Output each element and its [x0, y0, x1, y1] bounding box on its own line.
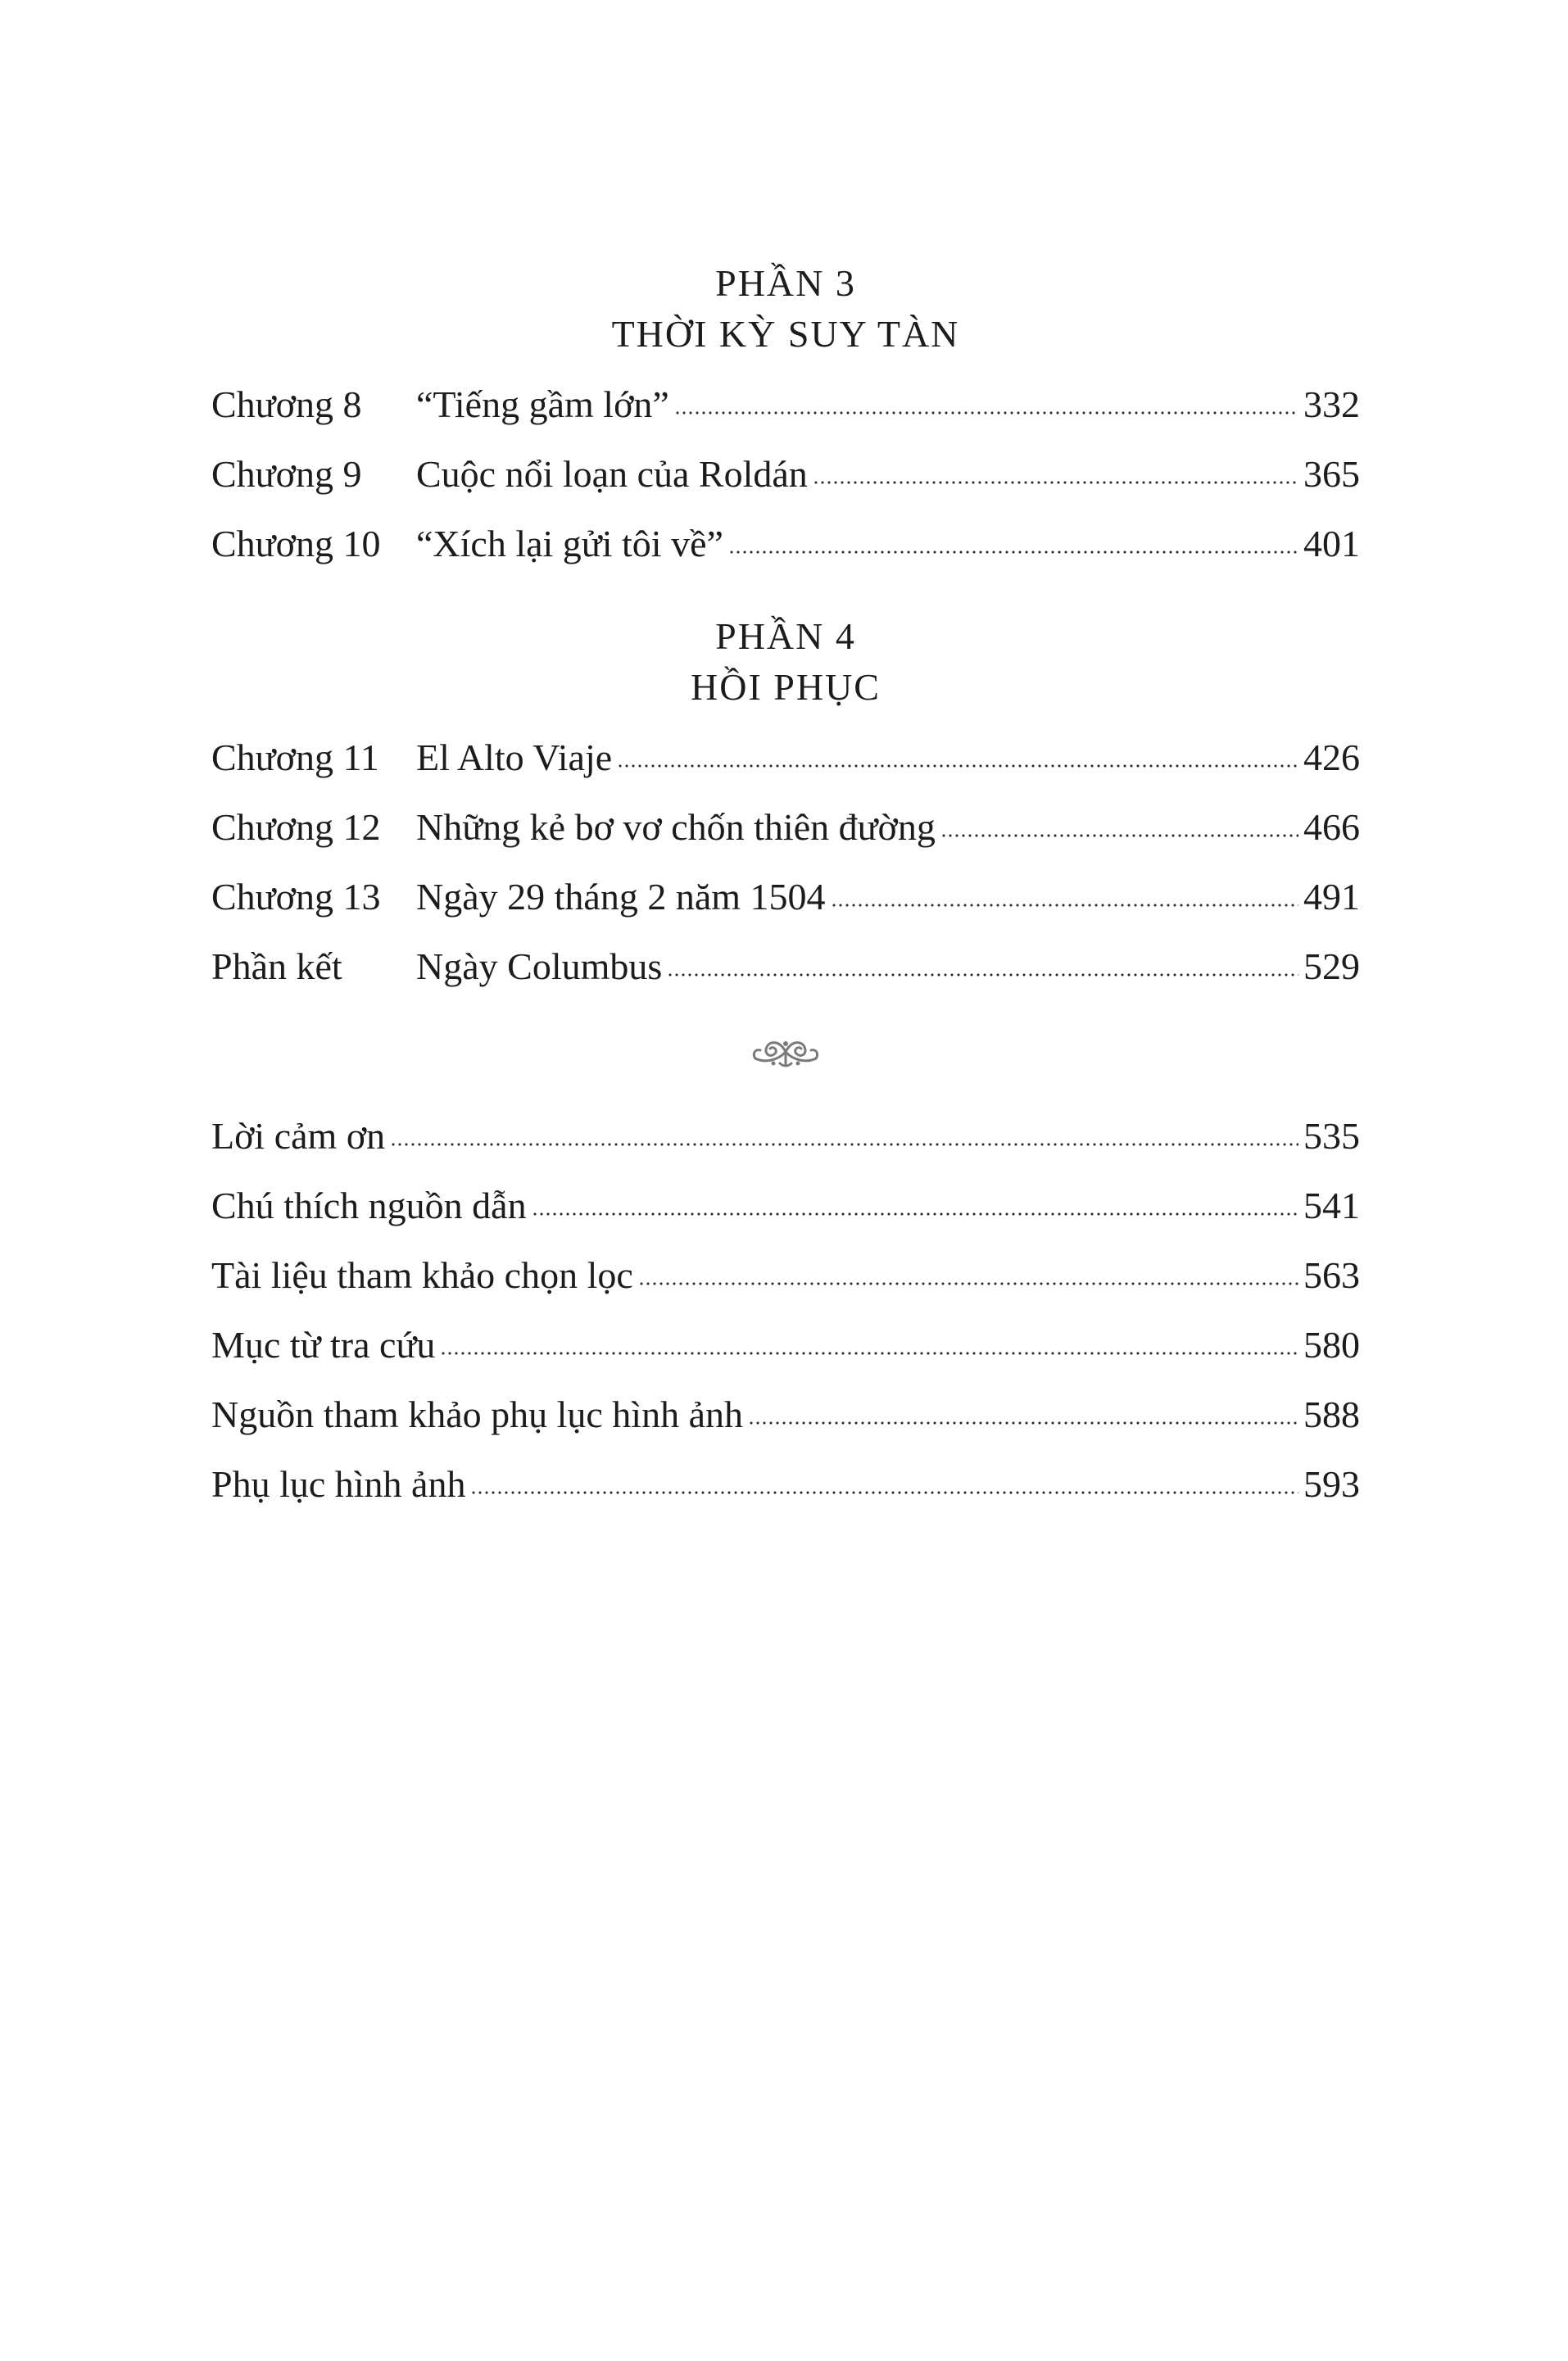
page-number: 401 — [1303, 523, 1360, 564]
chapter-title: Những kẻ bơ vơ chốn thiên đường — [416, 806, 936, 848]
page-number: 365 — [1303, 453, 1360, 495]
toc-entry[interactable] — [211, 369, 1360, 439]
toc-entry[interactable] — [211, 1310, 1360, 1380]
ornament-divider — [211, 1034, 1360, 1070]
part-title: HỒI PHỤC — [691, 666, 881, 708]
chapter-label: Chương 10 — [211, 523, 381, 564]
toc-entry[interactable] — [211, 723, 1360, 792]
dot-leader — [667, 973, 1298, 977]
table-of-contents — [211, 258, 1360, 1519]
page-number: 332 — [1303, 383, 1360, 425]
toc-entry[interactable] — [211, 1240, 1360, 1310]
toc-entry[interactable] — [211, 792, 1360, 862]
entry-title: Tài liệu tham khảo chọn lọc — [211, 1254, 633, 1296]
back-matter-section — [211, 1101, 1360, 1519]
dot-leader — [813, 481, 1298, 484]
dot-leader — [638, 1282, 1298, 1285]
entry-title: Mục từ tra cứu — [211, 1324, 436, 1366]
entry-title: Lời cảm ơn — [211, 1115, 386, 1157]
toc-entry[interactable] — [211, 439, 1360, 509]
chapter-title: Cuộc nổi loạn của Roldán — [416, 453, 808, 495]
part-title: THỜI KỲ SUY TÀN — [611, 313, 960, 355]
dot-leader — [532, 1212, 1298, 1216]
chapter-label: Phần kết — [211, 945, 342, 987]
part-3-section — [211, 258, 1360, 578]
page-number: 529 — [1303, 945, 1360, 987]
page-number: 466 — [1303, 806, 1360, 848]
page-number: 535 — [1303, 1115, 1360, 1157]
toc-entry[interactable] — [211, 1449, 1360, 1519]
entry-title: Phụ lục hình ảnh — [211, 1463, 466, 1505]
toc-entry[interactable] — [211, 1171, 1360, 1240]
page-number: 541 — [1303, 1185, 1360, 1226]
part-heading — [211, 258, 1360, 360]
toc-entry[interactable] — [211, 1101, 1360, 1171]
dot-leader — [748, 1421, 1298, 1425]
entry-title: Nguồn tham khảo phụ lục hình ảnh — [211, 1393, 744, 1435]
dot-leader — [940, 834, 1298, 837]
chapter-title: “Xích lại gửi tôi về” — [416, 523, 723, 564]
dot-leader — [390, 1143, 1298, 1146]
chapter-label: Chương 12 — [211, 806, 381, 848]
entry-title: Chú thích nguồn dẫn — [211, 1185, 527, 1226]
page-number: 588 — [1303, 1393, 1360, 1435]
chapter-title: Ngày Columbus — [416, 945, 663, 987]
chapter-title: “Tiếng gầm lớn” — [416, 383, 669, 425]
page-number: 580 — [1303, 1324, 1360, 1366]
dot-leader — [728, 551, 1298, 554]
toc-entry[interactable] — [211, 862, 1360, 931]
floral-ornament-icon — [749, 1034, 823, 1070]
page-number: 491 — [1303, 876, 1360, 918]
part-4-section — [211, 611, 1360, 1001]
toc-entry[interactable] — [211, 1380, 1360, 1449]
chapter-title: El Alto Viaje — [416, 736, 613, 778]
dot-leader — [440, 1352, 1298, 1355]
dot-leader — [470, 1491, 1298, 1494]
dot-leader — [831, 904, 1298, 907]
page-number: 426 — [1303, 736, 1360, 778]
chapter-title: Ngày 29 tháng 2 năm 1504 — [416, 876, 826, 918]
chapter-label: Chương 13 — [211, 876, 381, 918]
part-label: PHẦN 4 — [715, 615, 856, 657]
chapter-label: Chương 11 — [211, 736, 379, 778]
toc-entry[interactable] — [211, 931, 1360, 1001]
chapter-label: Chương 8 — [211, 383, 362, 425]
page-number: 593 — [1303, 1463, 1360, 1505]
dot-leader — [674, 411, 1298, 415]
chapter-label: Chương 9 — [211, 453, 362, 495]
toc-entry[interactable] — [211, 509, 1360, 578]
dot-leader — [617, 764, 1298, 768]
part-label: PHẦN 3 — [715, 262, 856, 304]
page-number: 563 — [1303, 1254, 1360, 1296]
part-heading — [211, 611, 1360, 713]
